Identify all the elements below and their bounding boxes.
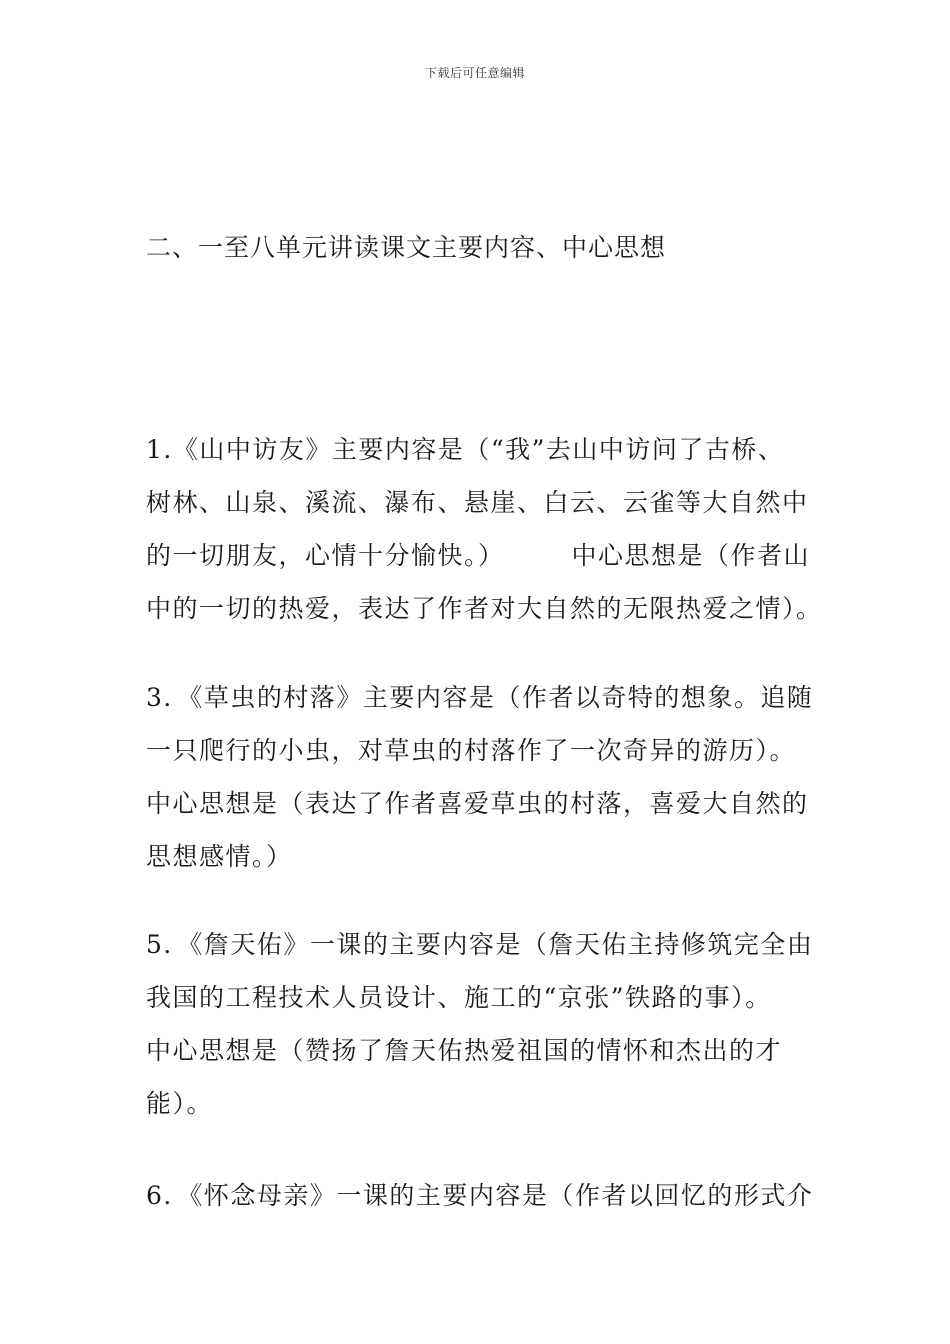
text-line: 我国的工程技术人员设计、施工的“京张”铁路的事）。	[146, 983, 772, 1012]
paragraph-cao-chong-de-cun-luo	[146, 671, 814, 883]
text-line: 5．《詹天佑》一课的主要内容是（詹天佑主持修筑完全由	[146, 930, 814, 959]
text-line: 1.《山中访友》主要内容是（“我”去山中访问了古桥、	[146, 435, 785, 464]
text-line: 思想感情。）	[146, 842, 293, 871]
section-title: 二、一至八单元讲读课文主要内容、中心思想	[146, 233, 667, 262]
text-line: 6．《怀念母亲》一课的主要内容是（作者以回忆的形式介	[146, 1181, 814, 1210]
text-line: 中心思想是（赞扬了詹天佑热爱祖国的情怀和杰出的才	[146, 1036, 783, 1065]
text-line: 中的一切的热爱，表达了作者对大自然的无限热爱之情）。	[146, 594, 823, 623]
text-line: 的一切朋友，心情十分愉快。） 中心思想是（作者山	[146, 541, 811, 570]
text-line: 树林、山泉、溪流、瀑布、悬崖、白云、云雀等大自然中	[146, 488, 809, 517]
paragraph-zhan-tian-you	[146, 918, 814, 1130]
text-line: 一只爬行的小虫，对草虫的村落作了一次奇异的游历）。	[146, 736, 797, 765]
paragraph-huai-nian-mu-qin	[146, 1169, 814, 1222]
paragraph-shan-zhong-fang-you	[146, 423, 823, 635]
text-line: 中心思想是（表达了作者喜爱草虫的村落，喜爱大自然的	[146, 789, 809, 818]
text-line: 能）。	[146, 1089, 214, 1118]
page-header: 下载后可任意编辑	[424, 66, 525, 80]
text-line: 3．《草虫的村落》主要内容是（作者以奇特的想象。追随	[146, 683, 814, 712]
